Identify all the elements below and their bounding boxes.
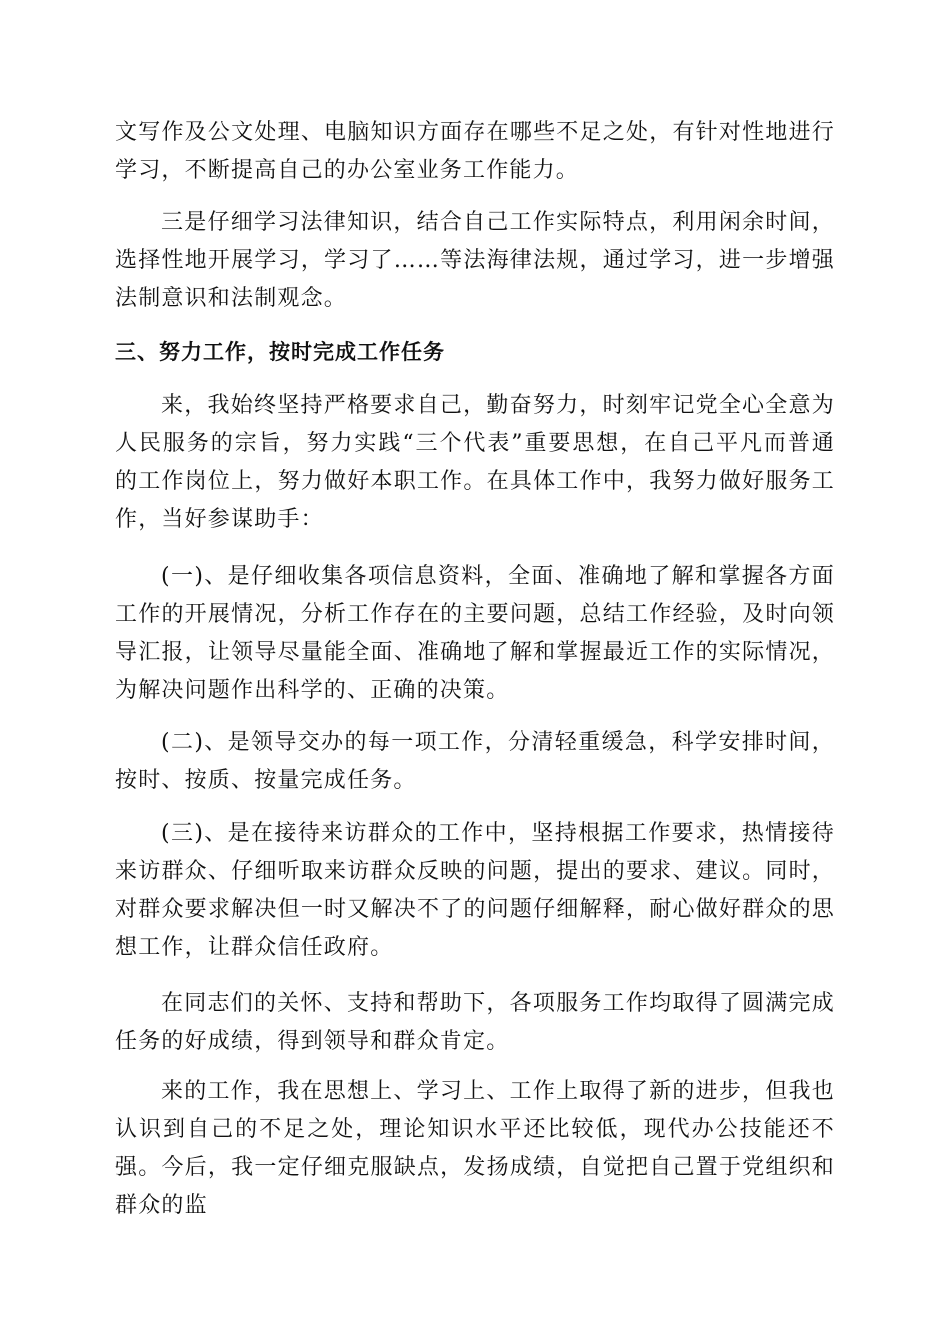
paragraph-intro: 来，我始终坚持严格要求自己，勤奋努力，时刻牢记党全心全意为人民服务的宗旨，努力实践“三个代表”重要思想，在自己平凡而普通的工作岗位上，努力做好本职工作。在具体工作中，我努力做好服务工作，当好参谋助手：: [115, 393, 835, 532]
list-item-1: (一)、是仔细收集各项信息资料，全面、准确地了解和掌握各方面工作的开展情况，分析工作存在的主要问题，总结工作经验，及时向领导汇报，让领导尽量能全面、准确地了解和掌握最近工作的实际情况，为解决问题作出科学的、正确的决策。: [115, 564, 835, 703]
paragraph-result: 在同志们的关怀、支持和帮助下，各项服务工作均取得了圆满完成任务的好成绩，得到领导和群众肯定。: [115, 991, 835, 1054]
section-heading: 三、努力工作，按时完成工作任务: [115, 340, 445, 364]
list-item-3: (三)、是在接待来访群众的工作中，坚持根据工作要求，热情接待来访群众、仔细听取来访群众反映的问题，提出的要求、建议。同时，对群众要求解决但一时又解决不了的问题仔细解释，耐心做好群众的思想工作，让群众信任政府。: [115, 821, 835, 960]
paragraph-continuation: 文写作及公文处理、电脑知识方面存在哪些不足之处，有针对性地进行学习，不断提高自己的办公室业务工作能力。: [115, 120, 835, 183]
paragraph-summary: 来的工作，我在思想上、学习上、工作上取得了新的进步，但我也认识到自己的不足之处，理论知识水平还比较低，现代办公技能还不强。今后，我一定仔细克服缺点，发扬成绩，自觉把自己置于党组织和群众的监: [115, 1079, 835, 1218]
list-item-2: (二)、是领导交办的每一项工作，分清轻重缓急，科学安排时间，按时、按质、按量完成任务。: [115, 730, 835, 793]
paragraph-law-study: 三是仔细学习法律知识，结合自己工作实际特点，利用闲余时间，选择性地开展学习，学习了……等法海律法规，通过学习，进一步增强法制意识和法制观念。: [115, 210, 835, 311]
